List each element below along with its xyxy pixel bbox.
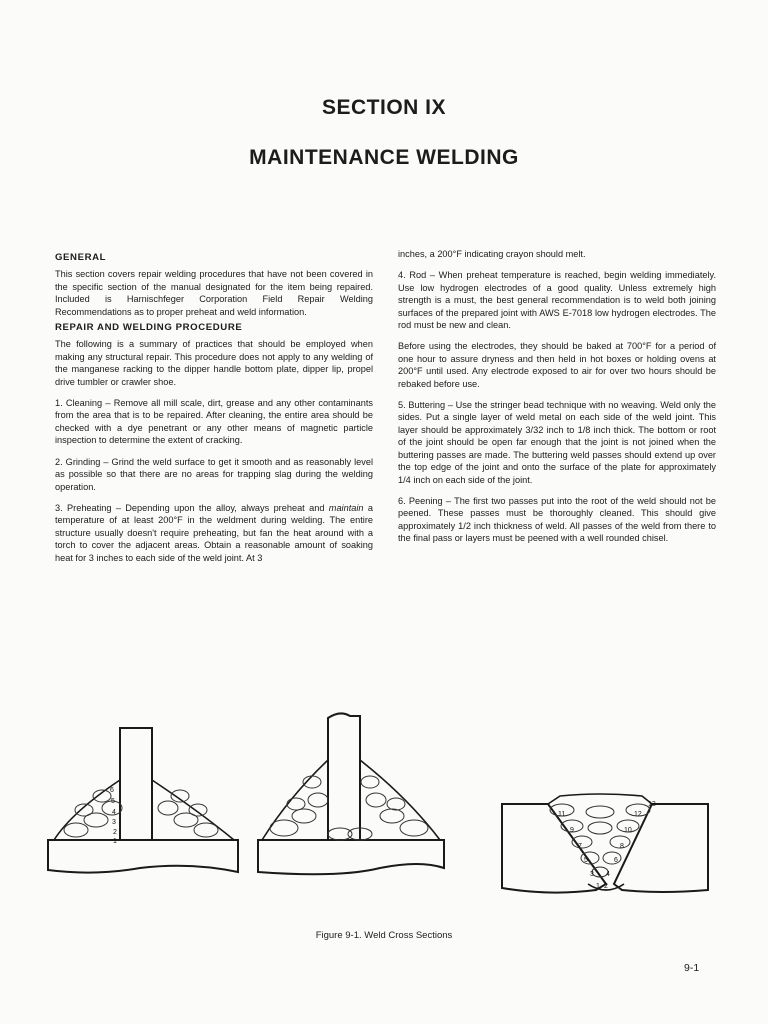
butt-pass-9: 9 [570,827,574,834]
butt-pass-7: 7 [578,843,582,850]
weld-diagram [40,700,730,920]
left-pass-6: 6 [110,787,114,794]
buttering-step: 5. Buttering – Use the stringer bead technique with no weaving. Weld only the sides. Put a single layer of weld metal on each side of the weld joint. This layer should be approximately 3/32 inch to 1/8 inch thick. The bottom or root of the joint should be open far enough that the joint is not joined when the buttering passes are made. The buttering weld passes should extend up over the top edge of the joint and onto the surface of the plate for approximately 1/4 inch on each side of the joint. [398,400,716,485]
butt-pass-13: 13 [648,801,656,808]
page-title: MAINTENANCE WELDING [249,146,519,169]
preheating-emphasis: maintain [328,502,364,513]
t-joint-left-diagram [48,728,238,873]
left-pass-3: 3 [112,819,116,826]
preheating-text-a: 3. Preheating – Depending upon the alloy, always preheat and [55,502,329,513]
repair-procedure-paragraph: The following is a summary of practices that should be employed when making any structural repair. This procedure does not apply to any welding of the manganese racking to the dipper handle bottom plate, dipper lip, propel drive tumbler or crawler shoe. [55,339,373,387]
page-number: 9-1 [684,962,700,974]
butt-pass-5: 5 [584,857,588,864]
electrode-baking-paragraph: Before using the electrodes, they should be baked at 700°F for a period of one hour to assure dryness and then held in hot boxes or holding ovens at 200°F until used. Any electrode exposed to air for over two hours should be rebaked before use. [398,341,716,389]
general-heading: GENERAL [55,252,107,263]
butt-joint-diagram [502,794,708,893]
left-pass-2: 2 [113,829,117,836]
butt-pass-12: 12 [634,811,642,818]
peening-step: 6. Peening – The first two passes put into the root of the weld should not be peened. These passes must be thoroughly cleaned. This should give approximately 1/2 inch thickness of weld. All passes of the weld from there to the final pass or layers must be peened with a well rounded chisel. [398,495,716,544]
butt-pass-11: 11 [558,811,566,818]
grinding-step: 2. Grinding – Grind the weld surface to get it smooth and as reasonably level as possible so that there are no areas for trapping slag during the welding operation. [55,456,373,492]
section-heading: SECTION IX [321,96,447,119]
t-joint-middle-diagram [258,713,444,874]
left-joint-weld-beads [64,790,218,837]
left-pass-4: 4 [112,809,116,816]
preheating-text-b: a temperature of at least 200°F in the weldment during welding. The entire structure usually doesn't require preheating, but fan the heat around with a torch to cover the adjacent areas. Obtain a reasonable amount of soaking heat for 3 inches to each side of the weld joint. At 3 [55,502,373,563]
cleaning-step: 1. Cleaning – Remove all mill scale, dirt, grease and any other contaminants from the area that is to be repaired. After cleaning, the entire area should be checked with a dye penetrant or any other means of magnetic particle inspection to determine the extent of cracking. [55,398,373,446]
butt-pass-4: 4 [606,871,610,878]
preheating-step [55,502,373,564]
middle-joint-weld-beads [270,776,428,840]
butt-pass-3: 3 [590,871,594,878]
repair-procedure-heading: REPAIR AND WELDING PROCEDURE [55,322,243,334]
rod-step: 4. Rod – When preheat temperature is reached, begin welding immediately. Use low hydrogen electrodes of a good quality. Unless extremely high strength is a must, the best general recommendation is to weld both joining surfaces of the prepared joint with AWS E-7018 low hydrogen electrodes. The rod must be new and clean. [398,270,716,331]
butt-pass-2: 2 [604,883,608,890]
butt-pass-10: 10 [624,827,632,834]
left-pass-1: 1 [113,838,117,845]
preheat-continuation: inches, a 200°F indicating crayon should melt. [398,249,586,259]
weld-cross-sections-figure [40,700,730,920]
figure-caption: Figure 9-1. Weld Cross Sections [315,930,453,941]
left-column [55,248,373,573]
left-pass-5: 5 [111,798,115,805]
butt-pass-1: 1 [596,883,600,890]
butt-pass-6: 6 [614,857,618,864]
butt-pass-8: 8 [620,843,624,850]
general-paragraph: This section covers repair welding procedures that have not been covered in the specific section of the manual designated for the item being repaired. Included is Harnischfeger Corporation Field Repair Welding Recommendations as to proper preheat and weld information. [55,269,373,317]
right-column [398,248,716,554]
